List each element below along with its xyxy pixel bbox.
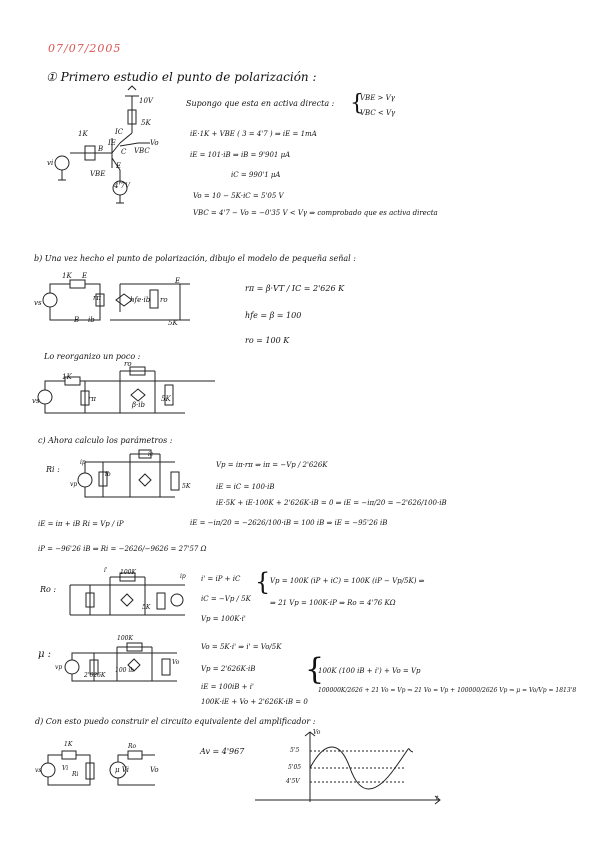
mu-lbl-vo: Vo [172,659,180,666]
section-d-title: d) Con esto puedo construir el circuito equivalente del amplificador : [35,717,316,726]
mu-lbl-vp: vp [55,664,63,671]
d-ri: Ri [72,771,79,778]
vbe-label: VBE [90,170,106,178]
b-lbl-e2: E [175,277,181,285]
ro-lbl-ip: ip [180,573,186,580]
mu-circuit [62,645,187,685]
eq1: iE·1K + VBE ( 3 = 4'7 ) ⇒ iE = 1mA [190,130,317,138]
av-result: Av = 4'967 [200,747,245,756]
ri-lbl-vp: vp [70,481,78,488]
ri-eq6: iP = −96'26 iB ⇒ Ri = −2626/−9626 = 27'57 Ω [38,545,207,553]
ro-circuit [65,575,195,620]
date: 07/07/2005 [48,42,122,55]
mu-eq1: Vo = 5K·i' ⇒ i' = Vo/5K [201,643,282,651]
section-a-title: ① Primero estudio el punto de polarización : [46,70,317,84]
b-lbl-ib: ib [88,316,95,324]
ie-label: IE [108,139,116,147]
tick1: 5'5 [290,747,300,754]
graph-x: t [436,795,439,802]
ro-eq2: iC = −Vp / 5K [201,595,251,603]
ri-eq5: iE = iπ + iB Ri = Vp / iP [38,520,124,528]
r-lbl-ro: ro [124,360,132,368]
ic-label: IC [115,128,124,136]
rearranged-circuit [35,365,185,420]
b-lbl-ro: ro [160,296,168,304]
tick2: 5'05 [288,764,302,771]
r-lbl-5k: 5K [161,395,171,403]
rpi-eq: rπ = β·VT / IC = 2'626 K [245,284,345,293]
ro-eq5: ⇒ 21 Vp = 100K·iP ⇒ Ro = 4'76 KΩ [270,599,396,607]
b-lbl-b: B [74,316,80,324]
mu-lbl-100k: 100K [117,635,133,642]
r-lbl-1k: 1K [62,373,72,381]
rc-label: 5K [141,119,151,127]
brace: { [350,91,364,116]
d-rs: 1K [64,741,73,748]
mu-eq2: Vp = 2'626K·iB [201,665,256,673]
ro-lbl-iprime: i' [104,567,108,574]
ri-eq4: iE = −iπ/20 = −2626/100·iB = 100 iB ⇒ iE = −95'26 iB [190,519,388,527]
ro-brace: { [255,568,271,596]
output-waveform [255,730,445,810]
d-ro: Ro [128,743,137,750]
rearrange-text: Lo reorganizo un poco : [44,352,141,361]
mu-label: μ : [38,649,52,660]
mu-eq5: 100K (100 iB + i') + Vo = Vp [318,667,421,675]
ro-lbl-5k: 5K [142,604,151,611]
ri-eq2: iE = iC = 100·iB [216,483,275,491]
ro-eq3: Vp = 100K·i' [201,615,246,623]
vo-label: Vo [150,139,159,147]
source-label: 4'7V [114,182,130,190]
vbc-label: VBC [134,147,150,155]
r-lbl-bib: β·ib [132,401,145,409]
r-lbl-vs: vs [32,397,40,405]
ri-eq3: iE·5K + iE·100K + 2'626K·iB = 0 ⇒ iE = −iπ/20 = −2'626/100·iB [216,499,447,507]
node-e-label: E [116,162,122,170]
b-lbl-vs: vs [34,299,42,307]
ro-eq1: i' = iP + iC [201,575,241,583]
ri-lbl-ib: ib [105,471,111,478]
mu-eq3: iE = 100iB + i' [201,683,254,691]
ri-lbl-ie: ie [148,451,154,458]
vi-label: vi [47,159,54,167]
b-lbl-5k: 5K [168,319,178,327]
eq3: iC = 990'1 μA [231,171,281,179]
vcc-label: 10V [139,97,153,105]
ri-eq1: Vp = iπ·rπ ⇒ iπ = −Vp / 2'626K [216,461,328,469]
mu-lbl-2626: 2'626K [84,672,106,679]
ro-lbl-100k: 100K [120,569,136,576]
section-b-title: b) Una vez hecho el punto de polarización, dibujo el modelo de pequeña señal : [34,254,356,263]
tick3: 4'5V [286,778,300,785]
cond2: VBC < Vγ [360,109,396,117]
mu-lbl-100ib: 100 ib [115,667,135,674]
cond1: VBE > Vγ [360,94,395,102]
b-lbl-1k: 1K [62,272,72,280]
mu-brace: { [305,652,325,687]
ri-lbl-5k: 5K [182,483,191,490]
b-lbl-e: E [82,272,88,280]
node-c-label: C [121,148,127,156]
mu-eq4: 100K·iE + Vo + 2'626K·iB = 0 [201,698,308,706]
graph-y: Vo [313,729,321,736]
hfe-eq: hfe = β = 100 [245,311,302,320]
d-vs: vs [35,767,42,774]
ro-eq: ro = 100 K [245,336,290,345]
eq5: VBC = 4'7 − Vo = −0'35 V < Vγ ⇒ comprobado que es activa directa [193,209,438,217]
r-lbl-rpi: rπ [88,395,96,403]
ro-eq4: Vp = 100K (iP + iC) = 100K (iP − Vp/5K) ⇒ [270,577,425,585]
b-lbl-hfe: hfe·ib [130,296,151,304]
node-b-label: B [98,145,104,153]
section-c-title: c) Ahora calculo los parámetros : [38,436,173,445]
ri-circuit [75,452,195,502]
rs-label: 1K [78,130,88,138]
b-lbl-rpi: rπ [93,294,101,302]
d-mu-vi: μ Vi [115,766,129,774]
d-vi: Vi [62,765,69,772]
mu-eq6: 100000K/2626 + 21 Vo = Vp ⇒ 21 Vo = Vp + 100000/2626 Vp ⇒ μ = Vo/Vp = 1813'8 [318,687,577,694]
eq2: iE = 101·iB ⇒ iB = 9'901 μA [190,151,291,159]
d-vo: Vo [150,766,159,774]
ri-label: Ri : [46,465,60,474]
eq4: Vo = 10 − 5K·iC = 5'05 V [193,192,284,200]
suppose-text: Supongo que esta en activa directa : [186,99,335,108]
ri-lbl-ip: ip [80,459,86,466]
ro-label: Ro : [40,585,57,594]
